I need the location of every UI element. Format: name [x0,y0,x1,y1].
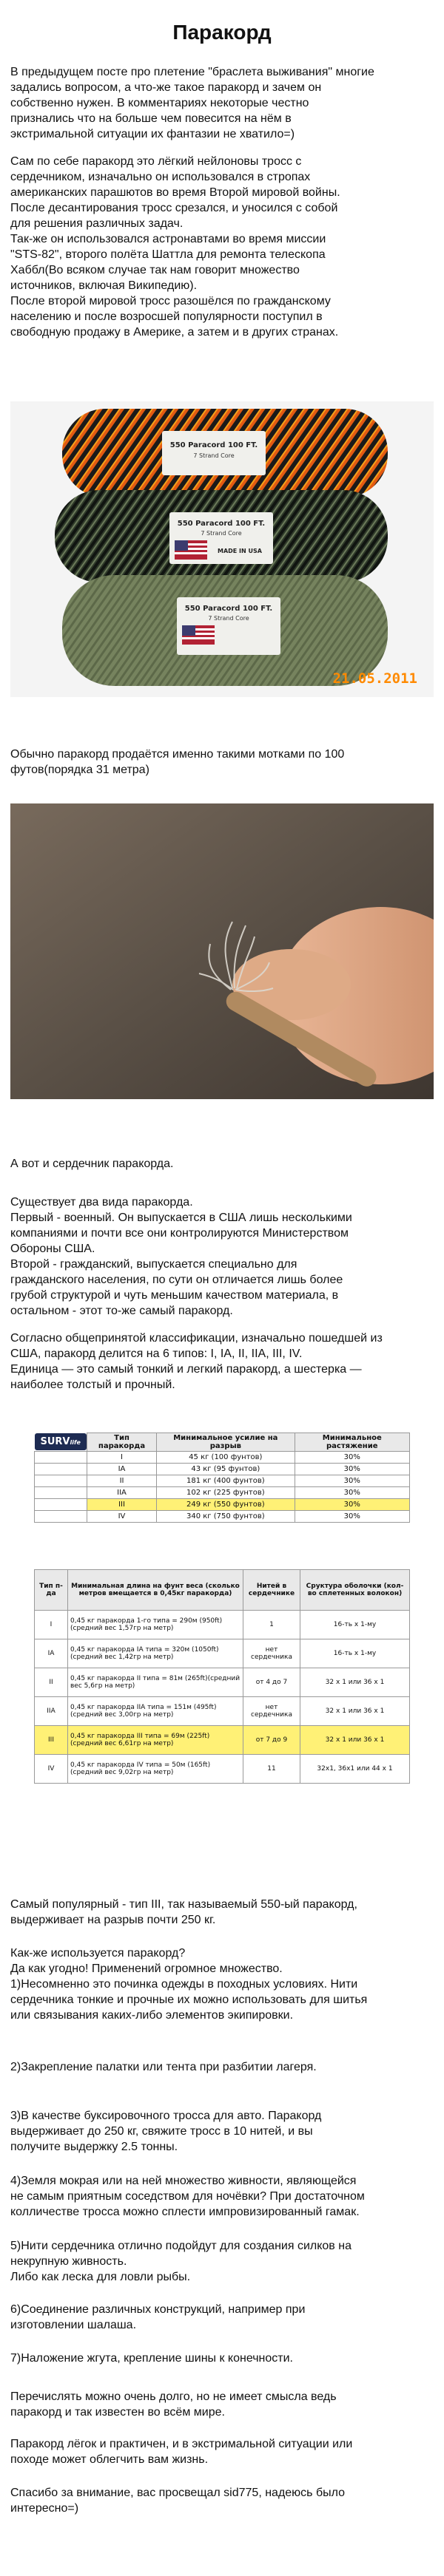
col-header: Сруктура оболочки (кол-во сплетенных волокон) [300,1570,410,1611]
post-title: Паракорд [172,21,272,44]
coil1-label-line2: 7 Strand Core [193,452,235,459]
history-paragraph: Сам по себе паракорд это лёгкий нейлоновы тросс с сердечником, изначально он использовался в стропах американских парашютов во время Второй мировой войны. После десантирования тросс срезался, и уносился с собой для решения различных задач. Так-же он использовался астронавтами во время миссии "STS-82", второго полёта Шаттла для ремонта телескопа Хаббл(Во всяком случае так нам говорит множество источников, включая Википедию). После второй мировой тросс разошёлся по гражданскому населению и после возросшей популярности поступил в свободную продажу в Америке, а затем и в других странах. [10,155,340,339]
coil-size-paragraph: Обычно паракорд продаётся именно такими мотками по 100 футов(порядка 31 метра) [10,748,345,776]
table-row: IA 43 кг (95 фунтов) 30% [35,1464,410,1475]
survlife-logo: SURVlife [35,1433,87,1452]
usa-flag-icon [182,625,215,645]
use-6-paragraph: 6)Соединение различных конструкций, например при изготовлении шалаша. [10,2303,306,2331]
intro-paragraph: В предыдущем посте про плетение "браслета выживания" многие задались вопросом, а что-же такое паракорд и зачем он собственно нужен. В комментариях некоторые честно признались что на больше чем повесится на нём в экстримальной ситуации их фантазии не хватило=) [10,66,374,140]
thanks-paragraph: Спасибо за внимание, вас просвещал sid775, надеюсь было интересно=) [10,2487,346,2515]
table-row: IV 340 кг (750 фунтов) 30% [35,1511,410,1523]
photo-date-stamp: 21.05.2011 [332,670,417,687]
col-header: Минимальная длина на фунт веса (сколько метров вмещается в 0,45кг паракорда) [68,1570,243,1611]
paracord-core-photo [10,803,434,1099]
table-row-highlighted: III 0,45 кг паракорда III типа = 69м (225ft)(средний вес 6,61гр на метр) от 7 до 9 32 х 1 или 36 х 1 [35,1726,410,1755]
table-row-highlighted: III 249 кг (550 фунтов) 30% [35,1499,410,1511]
table-row: I 0,45 кг паракорда 1-го типа = 290м (950ft)(средний вес 1,57гр на метр) 1 16-ть х 1-му [35,1611,410,1639]
col-header: Минимальное усилие на разрыв [157,1433,295,1452]
use-3-paragraph: 3)В качестве буксировочного тросса для авто. Паракорд выдерживает до 250 кг, свяжите тросс в 10 нитей, и вы получите выдержку 2.5 тонны. [10,2110,322,2153]
classification-paragraph: Согласно общепринятой классификации, изначально пошедшей из США, паракорд делится на 6 типов: I, IA, II, IIA, III, IV. Единица — это самый тонкий и легкий паракорд, а шестерка — наиболее толстый и прочный. [10,1332,383,1391]
table-row: II 181 кг (400 фунтов) 30% [35,1475,410,1487]
core-caption: А вот и сердечник паракорда. [10,1158,174,1170]
strength-table [34,1433,410,1523]
table-row: IIA 102 кг (225 фунтов) 30% [35,1487,410,1499]
use-4-paragraph: 4)Земля мокрая или на ней множество живности, являющейся не самым приятным соседством для ночёвки? При достаточном колличестве тросса можно сплести импровизированный гамак. [10,2175,365,2218]
col-header: Нитей в сердечнике [243,1570,300,1611]
coil2-label-line1: 550 Paracord 100 FT. [177,520,266,528]
types-paragraph: Существует два вида паракорда. Первый - военный. Он выпускается в США лишь несколькими компаниями и почти все они контролируются Министерством Обороны США. Второй - гражданский, выпускается специально для гражданского населения, по сути он отличается лишь более грубой структурой и чуть меньшим качеством материала, в остальном - этот то-же самый паракорд. [10,1196,352,1317]
popular-type-paragraph: Самый популярный - тип III, так называемый 550-ый паракорд, выдерживает на разрыв почти 250 кг. [10,1898,357,1926]
col-header: Минимальное растяжение [295,1433,409,1452]
coil2-label-line2: 7 Strand Core [201,530,242,537]
table-row: IV 0,45 кг паракорда IV типа = 50м (165ft)(средний вес 9,02гр на метр) 11 32х1, 36х1 или 44 х 1 [35,1755,410,1784]
conclusion-paragraph: Перечислять можно очень долго, но не имеет смысла ведь паракорд и так известен во всём мире. [10,2390,337,2419]
coil2-flag-text: MADE IN USA [218,548,262,554]
usa-flag-icon [175,540,207,560]
table-row: II 0,45 кг паракорда II типа = 81м (265ft)(средний вес 5,6гр на метр) от 4 до 7 32 х 1 или 36 х 1 [35,1668,410,1697]
paracord-tables [30,1433,414,1861]
length-table [34,1569,410,1784]
paracord-coils-photo [10,401,434,697]
uses-intro-paragraph: Как-же используется паракорд? Да как угодно! Применений огромное множество. 1)Несомненно это починка одежды в походных условиях. Нити сердечника тонкие и прочные их можно использовать для шитья или связывания каких-либо элементов экипировки. [10,1947,368,2022]
coil1-label-line1: 550 Paracord 100 FT. [169,441,258,449]
table-row: IIA 0,45 кг паракорда IIA типа = 151м (495ft)(средний вес 3,00гр на метр) нет сердечника 32 х 1 или 36 х 1 [35,1697,410,1726]
table-row: I 45 кг (100 фунтов) 30% [35,1452,410,1464]
use-2-paragraph: 2)Закрепление палатки или тента при разбитии лагеря. [10,2061,317,2073]
table-row: IA 0,45 кг паракорда IA типа = 320м (1050ft)(средний вес 1,42гр на метр) нет сердечника 16-ть х 1-му [35,1639,410,1668]
col-header: Тип паракорда [87,1433,156,1452]
coil3-label-line2: 7 Strand Core [208,615,249,622]
paracord-coils-image [10,401,434,697]
coil3-label-line1: 550 Paracord 100 FT. [184,605,273,613]
use-5-paragraph: 5)Нити сердечника отлично подойдут для создания силков на некрупную живность. Либо как леска для ловли рыбы. [10,2240,352,2283]
summary-paragraph: Паракорд лёгок и практичен, и в экстримальной ситуации или походе может облегчить вам жизнь. [10,2438,353,2466]
use-7-paragraph: 7)Наложение жгута, крепление шины к конечности. [10,2352,293,2365]
paracord-core-image [10,803,434,1099]
col-header: Тип п-да [35,1570,68,1611]
